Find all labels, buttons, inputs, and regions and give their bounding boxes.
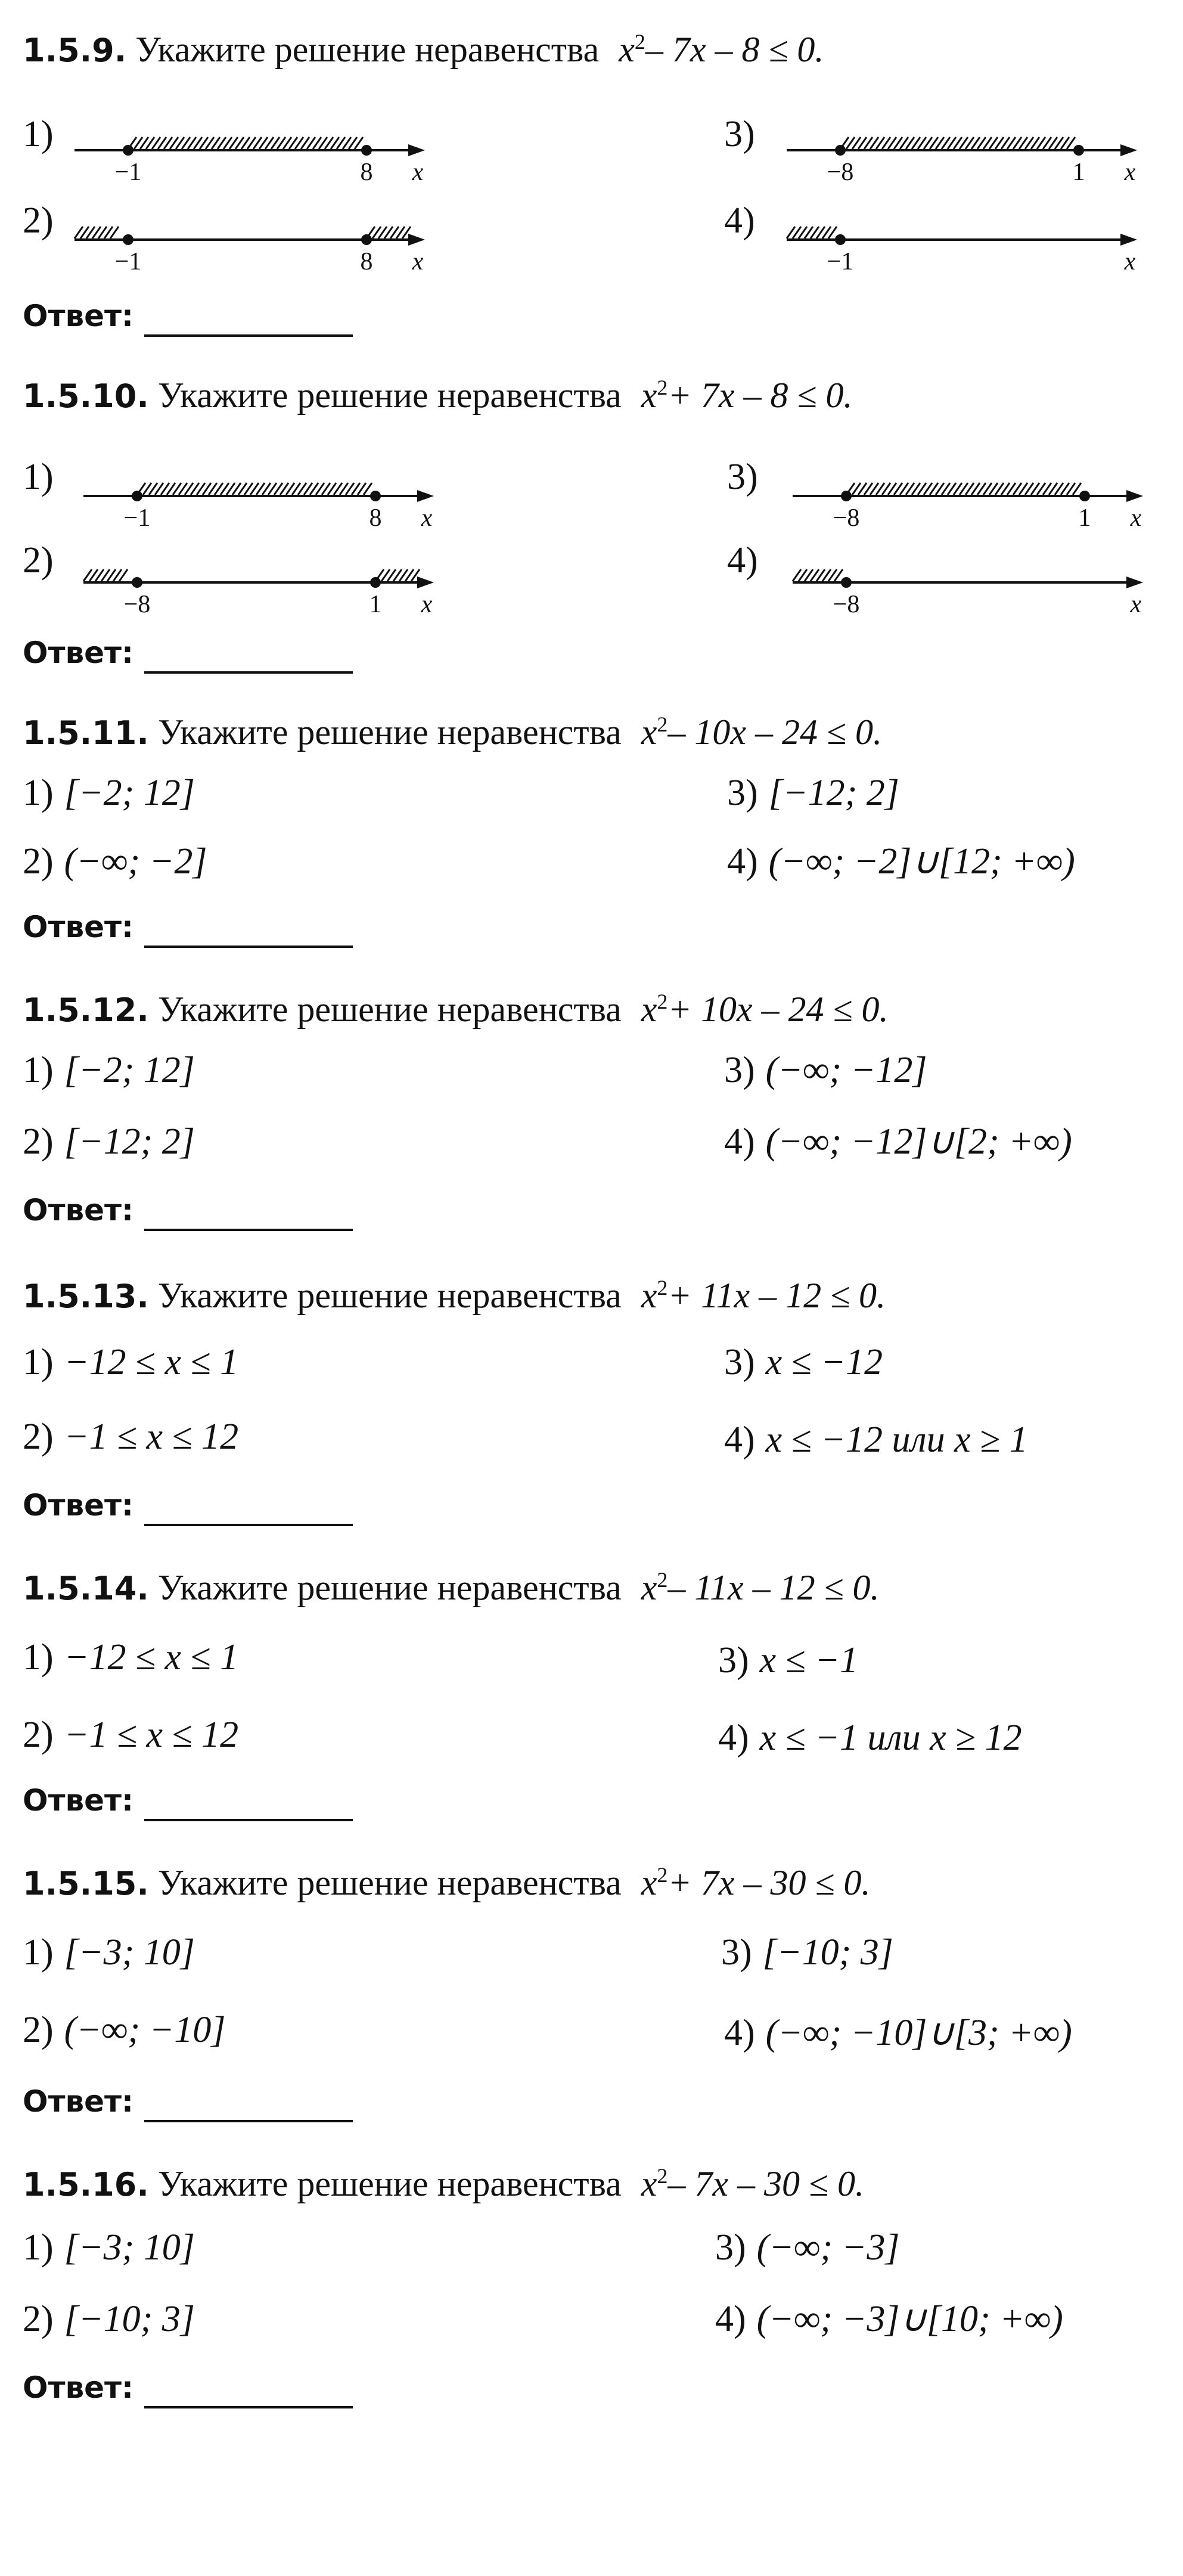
endpoint-label: −1 (114, 159, 142, 186)
endpoint-dot (841, 577, 852, 588)
number-line-option-2 (77, 557, 447, 617)
number-line-option-1 (69, 125, 438, 185)
answer-field[interactable] (144, 917, 353, 948)
number-line-option-2 (69, 215, 438, 274)
option-3[interactable]: 3) (−∞; −12] (724, 1050, 927, 1090)
endpoint-label: 1 (1072, 159, 1085, 186)
axis-variable-label: x (1130, 504, 1142, 532)
axis-arrow-icon (408, 234, 425, 246)
option-1[interactable]: 1) −12 ≤ x ≤ 1 (23, 1342, 239, 1382)
option-3[interactable]: 3) (724, 114, 755, 154)
option-1[interactable]: 1) −12 ≤ x ≤ 1 (23, 1637, 239, 1678)
option-1[interactable]: 1) [−3; 10] (23, 1932, 195, 1973)
problem-title (23, 978, 888, 1034)
option-3[interactable]: 3) x ≤ −12 (724, 1342, 883, 1382)
endpoint-label: −1 (123, 504, 151, 532)
option-1[interactable]: 1) [−2; 12] (23, 773, 195, 813)
answer-field[interactable] (144, 1495, 353, 1526)
option-4[interactable]: 4) (−∞; −12]∪[2; +∞) (724, 1121, 1072, 1162)
axis-arrow-icon (1126, 490, 1143, 502)
hatch-shade-left (74, 227, 119, 238)
endpoint-label: −1 (114, 248, 142, 275)
answer-row: Ответ: (23, 1484, 353, 1526)
hatch-shade (137, 483, 372, 495)
option-3[interactable]: 3) x ≤ −1 (718, 1640, 859, 1681)
endpoint-dot (361, 145, 372, 156)
number-line-option-3 (787, 471, 1156, 531)
problem-text: Укажите решение неравенства (135, 30, 600, 69)
answer-field[interactable] (144, 2377, 353, 2408)
hatch-shade (846, 483, 1081, 495)
axis-arrow-icon (1120, 144, 1137, 156)
endpoint-dot (1079, 491, 1090, 501)
option-4[interactable]: 4) (727, 540, 758, 581)
option-2[interactable]: 2) (23, 200, 54, 241)
problem-title (23, 364, 852, 420)
option-1[interactable]: 1) (23, 457, 54, 497)
option-2[interactable]: 2) −1 ≤ x ≤ 12 (23, 1715, 239, 1755)
option-4[interactable]: 4) (−∞; −2]∪[12; +∞) (727, 841, 1075, 882)
endpoint-label: 1 (1078, 504, 1091, 532)
endpoint-label: −1 (827, 248, 854, 275)
problem-title (23, 1264, 886, 1320)
endpoint-dot (841, 491, 852, 501)
problem-expression: $x^2-$ 7x – 30 ≤ 0. (641, 2164, 864, 2203)
endpoint-label: 1 (369, 591, 382, 618)
endpoint-dot (123, 145, 133, 156)
answer-field[interactable] (144, 2091, 353, 2122)
axis-variable-label: x (1130, 591, 1142, 618)
option-4[interactable]: 4) x ≤ −1 или x ≥ 12 (718, 1718, 1022, 1758)
problem-title (23, 18, 824, 75)
answer-row: Ответ: (23, 1189, 353, 1231)
answer-row: Ответ: (23, 1780, 353, 1821)
number-line-option-1 (77, 471, 447, 531)
endpoint-label: 8 (369, 504, 382, 532)
problem-number: 1.5.13. (23, 1278, 149, 1315)
axis-variable-label: x (421, 591, 433, 618)
option-2[interactable]: 2) [−12; 2] (23, 1121, 195, 1162)
answer-row: Ответ: (23, 632, 353, 674)
option-4[interactable]: 4) x ≤ −12 или x ≥ 1 (724, 1419, 1028, 1460)
hatch-shade-right (367, 227, 411, 238)
problem-expression: $x^2-$ 11x – 12 ≤ 0. (641, 1568, 880, 1607)
answer-row: Ответ: (23, 2367, 353, 2408)
problem-text: Укажите решение неравенства (157, 1276, 622, 1315)
problem-expression: $x^2-$ 10x – 24 ≤ 0. (641, 712, 882, 752)
option-2[interactable]: 2) (−∞; −10] (23, 2010, 226, 2050)
option-4[interactable]: 4) (−∞; −3]∪[10; +∞) (715, 2299, 1063, 2339)
option-2[interactable]: 2) (23, 540, 54, 581)
option-1[interactable]: 1) [−3; 10] (23, 2227, 195, 2268)
axis-arrow-icon (1120, 234, 1137, 246)
axis-arrow-icon (408, 144, 425, 156)
endpoint-dot (132, 577, 142, 588)
answer-field[interactable] (144, 643, 353, 674)
answer-field[interactable] (144, 1790, 353, 1821)
option-3[interactable]: 3) [−12; 2] (727, 773, 899, 813)
problem-number: 1.5.9. (23, 32, 127, 69)
problem-text: Укажите решение неравенства (157, 712, 622, 752)
option-3[interactable]: 3) [−10; 3] (721, 1932, 893, 1973)
answer-row: Ответ: (23, 2081, 353, 2122)
option-3[interactable]: 3) (727, 457, 758, 497)
problem-text: Укажите решение неравенства (157, 2164, 622, 2203)
hatch-shade (128, 137, 363, 149)
axis-variable-label: x (421, 504, 433, 532)
endpoint-dot (1073, 145, 1084, 156)
axis-variable-label: x (412, 159, 424, 186)
problem-number: 1.5.16. (23, 2166, 149, 2203)
number-line-option-3 (781, 125, 1150, 185)
option-1[interactable]: 1) [−2; 12] (23, 1050, 195, 1090)
endpoint-dot (835, 145, 846, 156)
answer-field[interactable] (144, 1200, 353, 1231)
axis-variable-label: x (1124, 248, 1136, 275)
axis-arrow-icon (1126, 576, 1143, 588)
option-1[interactable]: 1) (23, 114, 54, 154)
problem-text: Укажите решение неравенства (157, 1568, 622, 1607)
option-2[interactable]: 2) (−∞; −2] (23, 841, 207, 882)
problem-number: 1.5.12. (23, 991, 149, 1029)
number-line-option-4 (787, 557, 1156, 617)
endpoint-dot (835, 234, 846, 245)
axis-arrow-icon (417, 490, 434, 502)
axis-variable-label: x (1124, 159, 1136, 186)
answer-row: Ответ: (23, 906, 353, 948)
endpoint-label: 8 (360, 248, 373, 275)
problem-title (23, 700, 882, 757)
axis-arrow-icon (417, 576, 434, 588)
axis-variable-label: x (412, 248, 424, 275)
hatch-shade (793, 569, 843, 581)
endpoint-dot (132, 491, 142, 501)
problem-number: 1.5.14. (23, 1570, 149, 1607)
endpoint-label: −8 (827, 159, 854, 186)
problem-number: 1.5.10. (23, 377, 149, 415)
problem-title (23, 1851, 870, 1908)
answer-row: Ответ: (23, 295, 353, 337)
endpoint-dot (361, 234, 372, 245)
problem-title (23, 1556, 880, 1613)
number-line-option-4 (781, 215, 1150, 274)
option-3[interactable]: 3) (−∞; −3] (715, 2227, 900, 2268)
option-4[interactable]: 4) (724, 200, 755, 241)
endpoint-dot (370, 491, 381, 501)
problem-text: Укажите решение неравенства (157, 990, 622, 1029)
problem-number: 1.5.15. (23, 1865, 149, 1902)
endpoint-label: −8 (833, 504, 860, 532)
option-2[interactable]: 2) [−10; 3] (23, 2299, 195, 2339)
problem-number: 1.5.11. (23, 714, 149, 752)
problem-expression: $x^2+ 7x - 30 \le 0$. (641, 1863, 871, 1902)
endpoint-label: −8 (123, 591, 151, 618)
problem-text: Укажите решение неравенства (157, 376, 622, 415)
problem-expression: $x^2+ 7x - 8 \le 0$. (641, 376, 853, 415)
hatch-shade-left (83, 569, 128, 581)
problem-expression: $x^2+ 10x - 24 \le 0$. (641, 990, 889, 1029)
problem-expression: $x^2-$ 7x – 8 ≤ 0. (619, 30, 824, 69)
option-2[interactable]: 2) −1 ≤ x ≤ 12 (23, 1416, 239, 1457)
hatch-shade (840, 137, 1075, 149)
hatch-shade-right (375, 569, 420, 581)
hatch-shade (787, 227, 837, 238)
endpoint-label: −8 (833, 591, 860, 618)
endpoint-label: 8 (360, 159, 373, 186)
option-4[interactable]: 4) (−∞; −10]∪[3; +∞) (724, 2013, 1072, 2053)
problem-expression: $x^2+ 11x - 12 \le 0$. (641, 1276, 886, 1315)
problem-text: Укажите решение неравенства (157, 1863, 622, 1902)
endpoint-dot (123, 234, 133, 245)
problem-title (23, 2152, 864, 2209)
endpoint-dot (370, 577, 381, 588)
answer-field[interactable] (144, 306, 353, 337)
